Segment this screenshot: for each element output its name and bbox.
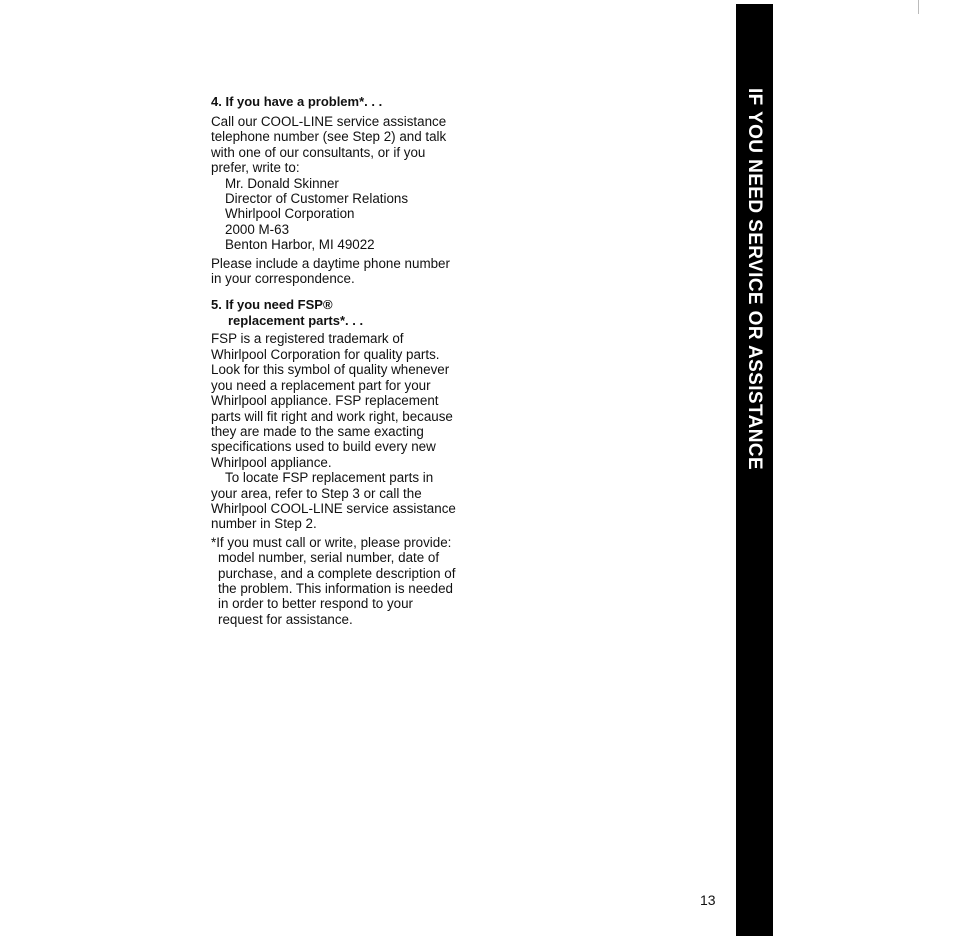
footnote [211,535,461,627]
address-line: Director of Customer Relations [225,191,409,207]
section-5-heading [211,297,461,329]
mailing-address [211,176,461,253]
address-line: Mr. Donald Skinner [225,175,339,191]
address-line: Benton Harbor, MI 49022 [225,237,375,253]
section-sidebar-tab [736,4,773,936]
sidebar-title: IF YOU NEED SERVICE OR ASSISTANCE [744,88,765,471]
address-line: 2000 M-63 [225,221,290,237]
section-5-heading-line1: 5. If you need FSP® [211,297,333,313]
section-5-heading-line2: replacement parts*. . . [228,313,364,329]
footnote-lead: *If you must call or write, please provide: [211,534,452,550]
section-4-body: Call our COOL-LINE service assistance telephone number (see Step 2) and talk with one of our consultants, or if you prefer, write to: [211,114,447,176]
section-5-body: FSP is a registered trademark of Whirlpool Corporation for quality parts. Look for this symbol of quality whenever you need a replacement part for your Whirlpool appliance. FSP replacement parts will fit right and work right, because they are made to the same exacting specifications used to build every new Whirlpool appliance. [211,331,453,470]
section-4-heading: 4. If you have a problem*. . . [211,94,383,109]
address-line: Whirlpool Corporation [225,206,355,222]
instructions-column [211,94,461,627]
page-edge-mark [918,0,919,14]
footnote-body: model number, serial number, date of purchase, and a complete description of the problem. This information is needed in order to better respond to your request for assistance. [218,550,456,627]
section-4-closing: Please include a daytime phone number in your correspondence. [211,255,450,287]
section-5-body-locate: To locate FSP replacement parts in your area, refer to Step 3 or call the Whirlpool COOL-LINE service assistance number in Step 2. [211,470,456,532]
page-number: 13 [700,892,716,908]
